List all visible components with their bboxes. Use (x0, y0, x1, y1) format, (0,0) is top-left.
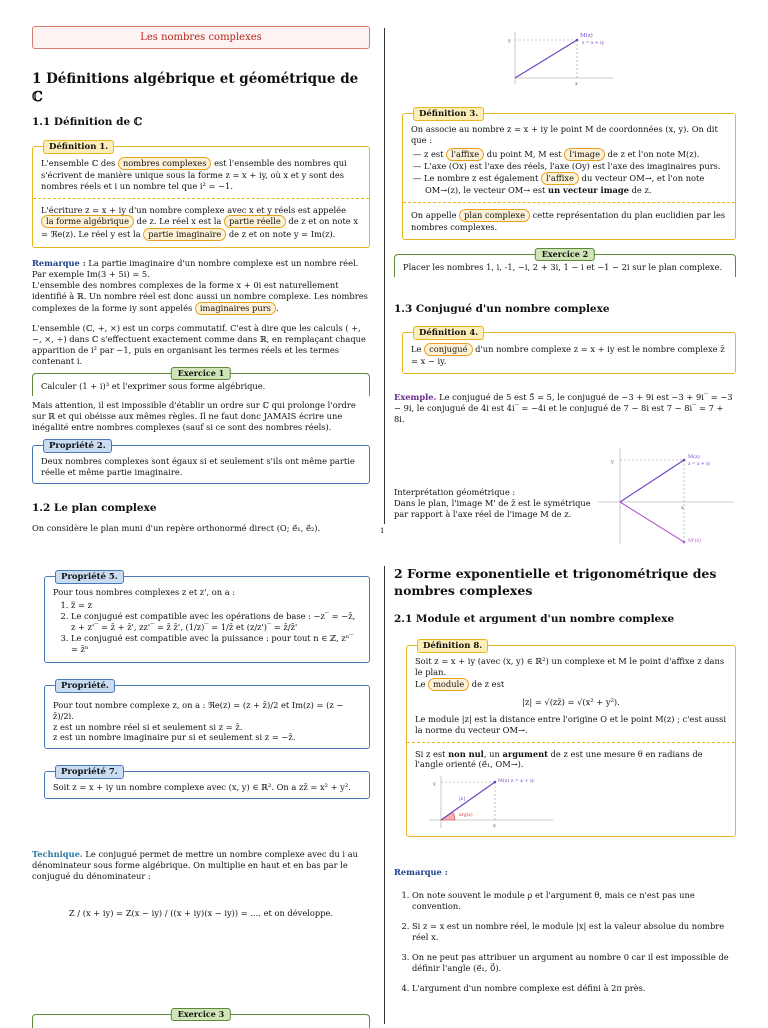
fig1-vector-om (515, 40, 577, 78)
propriete-7-box (44, 767, 370, 799)
remarque-2-item: 2. Si z = x est un nombre réel, le module |x| est la valeur absolue du nombre réel x. (412, 921, 736, 943)
definition-8-tag: Définition 8. (417, 639, 488, 653)
term-partie-reelle: partie réelle (224, 215, 286, 228)
term-module: module (428, 678, 469, 691)
exercice-2-box (394, 248, 736, 277)
definition-3-item: — Le nombre z est également l'affixe du vecteur OM→, et l'on note OM→(z), le vecteur OM→ est un vecteur image de z. (425, 172, 727, 196)
fig2-label-z: z = x + iy (688, 462, 711, 467)
section-1-heading: 1 Définitions algébrique et géométrique de ℂ (32, 71, 359, 105)
term-forme-algebrique: la forme algébrique (41, 215, 134, 228)
propriete-2-text: Deux nombres complexes sont égaux si et seulement s'ils ont même partie réelle et même partie imaginaire. (41, 455, 355, 477)
page1-right-column (394, 109, 736, 425)
definition-8-argument: Si z est non nul, un argument de z est une mesure θ en radians de l'angle orienté (e⃗₁, OM→). (415, 748, 703, 770)
fig2-point-m (683, 459, 686, 462)
section-2-1-heading: 2.1 Module et argument d'un nombre complexe (394, 613, 675, 625)
fig2-label-m: M(z) (688, 454, 700, 460)
exercice-2-tag: Exercice 2 (535, 248, 595, 261)
definition-8-separator (407, 742, 735, 743)
page2-left-column (32, 572, 370, 919)
section-1-2-heading: 1.2 Le plan complexe (32, 501, 157, 514)
fig3-label-x: x (493, 823, 496, 830)
definition-8-intro: Soit z = x + iy (avec (x, y) ∈ ℝ²) un complexe et M le point d'affixe z dans le plan. (415, 655, 725, 677)
remarque-2-item: 1. On note souvent le module ρ et l'argument θ, mais ce n'est pas une convention. (412, 890, 736, 912)
propriete-imaginaire: z est un nombre imaginaire pur si et seulement si z = −z̄. (53, 732, 296, 743)
fig1-label-z: z = x + iy (582, 41, 605, 46)
definition-1-separator (33, 198, 369, 199)
propriete-formula: Pour tout nombre complexe z, on a : ℜe(z) = (z + z̄)/2 et Im(z) = (z − z̄)/2i. (53, 699, 344, 721)
propriete-5-item: 1. z̿ = z (71, 600, 361, 611)
term-nombres-complexes: nombres complexes (118, 157, 212, 170)
definition-3-intro: On associe au nombre z = x + iy le point M de coordonnées (x, y). On dit que : (411, 124, 718, 145)
remarque-2-list (394, 890, 736, 994)
definition-3-separator (403, 202, 735, 203)
paragraph-corps: L'ensemble (ℂ, +, ×) est un corps commutatif. C'est à dire que les calculs ( +, −, ×, ÷) dans ℂ s'effectuent exactement comme dans ℝ, en remplaçant chaque apparition de i² par −1, puis en organisant les termes réels et les termes contenant i. (32, 323, 366, 367)
page-number: 1 (380, 527, 385, 535)
definition-3-list (411, 148, 727, 196)
definition-8-distance: Le module |z| est la distance entre l'origine O et le point M(z) ; c'est aussi la norme du vecteur OM→. (415, 713, 727, 735)
section-1-1-heading: 1.1 Définition de ℂ (32, 115, 143, 128)
technique-paragraph: Technique. Le conjugué permet de mettre un nombre complexe avec du i au dénominateur sous forme algébrique. On multiplie en haut et en bas par le conjugué du dénominateur : (32, 849, 359, 882)
term-partie-imaginaire: partie imaginaire (143, 228, 226, 241)
definition-8-formula: |z| = √(zz̄) = √(x² + y²). (522, 696, 620, 707)
definition-1-part-a: L'ensemble ℂ des nombres complexes est l'ensemble des nombres qui s'écrivent de manière unique sous la forme z = x + iy, où x et y sont des nombres réels et i un nombre tel que i² = −1. (41, 157, 347, 191)
fig2-vector-mprime (620, 502, 684, 542)
fig1-point-m (576, 39, 579, 42)
page1-left-column (32, 26, 370, 534)
paragraph-reels: L'ensemble des nombres complexes de la forme x + 0i est naturellement identifié à ℝ. Un nombre réel est donc aussi un nombre complexe. Les nombres complexes de la forme iy sont appelés imaginaires purs . (32, 280, 368, 314)
exemple-conjugue: Exemple. Le conjugué de 5 est 5̄ = 5, le conjugué de −3 + 9i est −3 + 9i‾ = −3 − 9i, le conjugué de 4i est 4i‾ = −4i et le conjugué de 7 − 8i est 7 − 8i‾ = 7 + 8i. (394, 392, 733, 425)
definition-4-tag: Définition 4. (413, 326, 484, 340)
fig2-label-mprime: M'(z̄) (688, 538, 702, 544)
column-divider-top (384, 28, 385, 524)
section-1-2-text: On considère le plan muni d'un repère orthonormé direct (O; e⃗₁, e⃗₂). (32, 523, 321, 534)
title-banner: Les nombres complexes (32, 26, 370, 49)
interpretation-text: Dans le plan, l'image M' de z̄ est le symétrique par rapport à l'axe réel de l'image M de z. (394, 497, 591, 519)
remarque-2-item: 4. L'argument d'un nombre complexe est défini à 2π près. (412, 983, 736, 994)
definition-1-part-b: L'écriture z = x + iy d'un nombre complexe avec x et y réels est appelée la forme algébrique de z. Le réel x est la partie réelle de z et on note x = ℜe(z). Le réel y est la partie imaginaire de z et on note y = Im(z). (41, 204, 359, 240)
propriete-reel: z est un nombre réel si et seulement si z = z̄. (53, 721, 243, 732)
page2-right-column (394, 566, 736, 996)
propriete-5-tag: Propriété 5. (55, 570, 124, 584)
fig2-label-x: x (681, 505, 684, 511)
propriete-tag: Propriété. (55, 679, 115, 693)
fig1-label-y: y (508, 38, 511, 44)
propriete-7-text: Soit z = x + iy un nombre complexe avec (x, y) ∈ ℝ². On a zz̄ = x² + y². (53, 782, 351, 793)
exercice-1-tag: Exercice 1 (171, 367, 231, 380)
definition-4-box (402, 328, 736, 374)
definition-3-tag: Définition 3. (413, 107, 484, 121)
definition-3-box (402, 109, 736, 240)
fig2-label-y: y (611, 459, 614, 465)
term-image: l'image (564, 148, 605, 161)
propriete-7-tag: Propriété 7. (55, 765, 124, 779)
interpretation-geometrique (394, 487, 604, 520)
definition-3-item: — L'axe (Ox) est l'axe des réels, l'axe (Oy) est l'axe des imaginaires purs. (425, 161, 727, 172)
propriete-5-box (44, 572, 370, 663)
definition-3-item: — z est l'affixe du point M, M est l'image de z et l'on note M(z). (425, 148, 727, 161)
fig2-vector-m (620, 460, 684, 502)
remarque-2-item: 3. On ne peut pas attribuer un argument au nombre 0 car il est impossible de définir l'angle (e⃗₁, 0⃗). (412, 952, 736, 974)
fig3-label-m: M(z) z = x + iy (498, 779, 535, 785)
section-1-3-heading: 1.3 Conjugué d'un nombre complexe (394, 302, 610, 315)
propriete-reel-imaginaire-box (44, 680, 370, 750)
fig1-label-x: x (575, 81, 578, 86)
term-affixe: l'affixe (446, 148, 484, 161)
definition-8-module: Le module de z est (415, 678, 505, 689)
figure-module-argument (415, 774, 555, 830)
fig3-point-m (494, 781, 497, 784)
exercice-1-box (32, 367, 370, 396)
definition-1-box (32, 141, 370, 249)
term-affixe-vecteur: l'affixe (541, 172, 579, 185)
term-plan-complexe: plan complexe (459, 209, 530, 222)
term-conjugue: conjugué (424, 343, 472, 356)
exercice-3-box (32, 1009, 370, 1028)
propriete-5-item: 3. Le conjugué est compatible avec la puissance : pour tout n ∈ ℤ, zⁿ‾ = z̄ⁿ (71, 633, 361, 655)
technique-formula: Z / (x + iy) = Z(x − iy) / ((x + iy)(x − iy)) = .... et on développe. (68, 908, 334, 919)
fig3-label-module: |z| (459, 796, 466, 803)
paragraph-ordre: Mais attention, il est impossible d'établir un ordre sur ℂ qui prolonge l'ordre sur ℝ et qui obéisse aux mêmes règles. Il ne faut donc JAMAIS écrire une inégalité entre nombres complexes (sauf si ce sont des nombres réels). (32, 399, 356, 432)
remarque-2-label: Remarque : (394, 867, 448, 878)
definition-4-text: Le conjugué d'un nombre complexe z = x + iy est le nombre complexe z̄ = x − iy. (411, 344, 725, 367)
definition-1-tag: Définition 1. (43, 140, 114, 154)
section-2-heading: 2 Forme exponentielle et trigonométrique des nombres complexes (394, 566, 717, 598)
remarque-1: Remarque : La partie imaginaire d'un nombre complexe est un nombre réel. Par exemple Im(3 + 5i) = 5. (32, 258, 359, 280)
column-divider-bottom (384, 566, 385, 1024)
propriete-5-intro: Pour tous nombres complexes z et z', on a : (53, 587, 236, 597)
exercice-3-tag: Exercice 3 (171, 1008, 231, 1021)
figure-conjugue (598, 448, 734, 544)
exercice-1-text: Calculer (1 + i)³ et l'exprimer sous forme algébrique. (41, 380, 266, 391)
definition-8-box (406, 640, 736, 838)
propriete-5-list (53, 600, 361, 655)
figure-plan-complexe (505, 30, 615, 86)
propriete-5-item: 2. Le conjugué est compatible avec les opérations de base : −z‾ = −z̄, z + z'‾ = z̄ + z̄', zz'‾ = z̄ z̄', (1/z)‾ = 1/z̄ et (z/z')‾ = z̄/z̄' (71, 611, 361, 633)
fig2-point-mprime (683, 541, 686, 544)
definition-3-outro: On appelle plan complexe cette représentation du plan euclidien par les nombres complexes. (411, 209, 726, 232)
propriete-2-box (32, 440, 370, 484)
fig3-label-y: y (433, 781, 436, 788)
fig1-label-m: M(z) (580, 33, 593, 39)
propriete-2-tag: Propriété 2. (43, 439, 112, 453)
interpretation-title: Interprétation géométrique : (394, 487, 516, 497)
term-imaginaires-purs: imaginaires purs (195, 302, 276, 315)
exercice-2-text: Placer les nombres 1, i, -1, −i, 2 + 3i, 1 − i et −1 − 2i sur le plan complexe. (403, 261, 723, 272)
fig3-label-argument: arg(z) (459, 813, 473, 819)
